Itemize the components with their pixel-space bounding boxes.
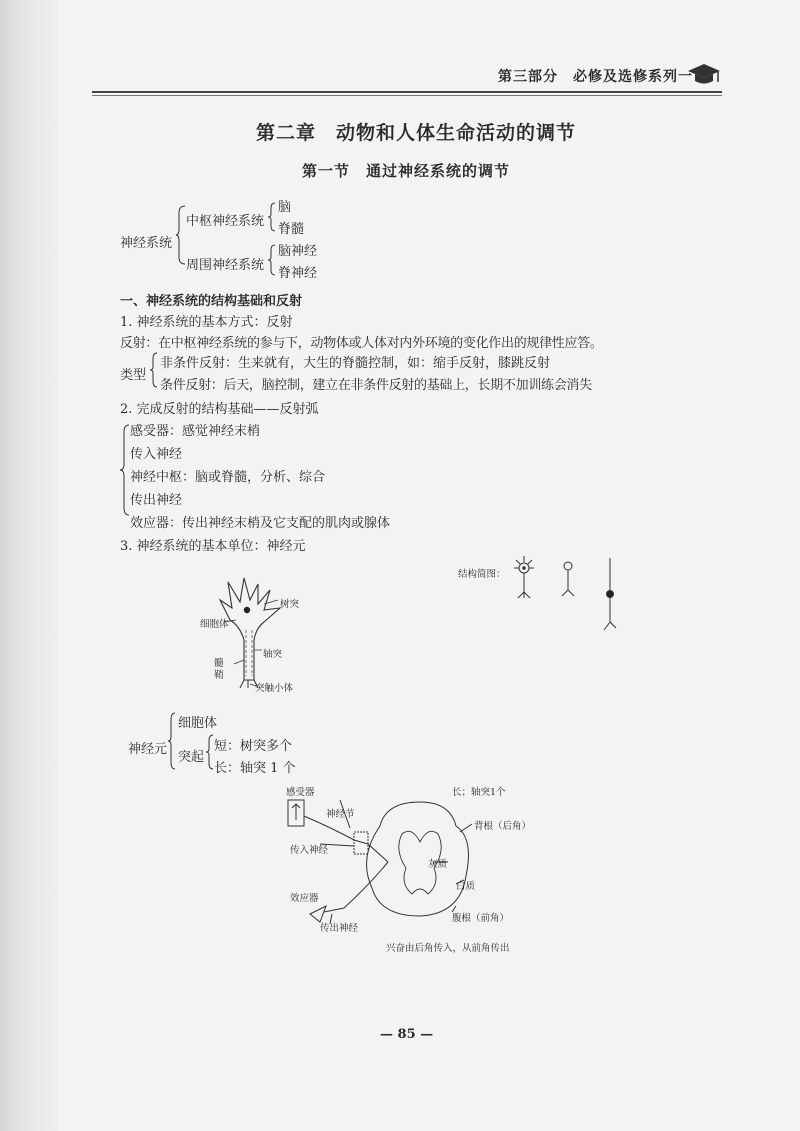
arc-label-ventral-root: 腹根（前角） (452, 913, 510, 924)
arc-label-ganglion: 神经节 (326, 809, 355, 820)
neuron-tree-brace (168, 712, 176, 770)
reflex-definition: 反射：在中枢神经系统的参与下，动物体或人体对内外环境的变化作出的规律性应答。 (120, 336, 603, 351)
graduation-cap-icon (686, 60, 722, 88)
arc-effector: 效应器：传出神经末梢及它支配的肌肉或腺体 (130, 516, 391, 531)
arc-label-receptor: 感受器 (286, 787, 315, 798)
neuron-tree-cell-body: 细胞体 (178, 716, 218, 731)
page-number: — 85 — (380, 1027, 434, 1042)
part-header: 第三部分 必修及选修系列一 (498, 69, 693, 85)
section-title: 第一节 通过神经系统的调节 (302, 162, 511, 180)
arc-label-white-matter: 白质 (456, 881, 476, 892)
part1-heading: 一、神经系统的结构基础和反射 (120, 294, 303, 309)
reflex-arc-brace (120, 424, 130, 516)
central-item-spinal-cord: 脊髓 (278, 222, 305, 237)
chapter-title: 第二章 动物和人体生命活动的调节 (256, 122, 577, 144)
central-brace (268, 202, 276, 232)
neuron-tree-root: 神经元 (128, 742, 168, 757)
part1-item2: 2. 完成反射的结构基础——反射弧 (120, 402, 319, 417)
neuron-tree-process: 突起 (178, 750, 205, 765)
process-brace (206, 734, 214, 770)
overview-peripheral: 周围神经系统 (186, 258, 265, 273)
arc-figure-caption: 兴奋由后角传入，从前角传出 (386, 943, 510, 954)
arc-label-effector: 效应器 (290, 893, 319, 904)
arc-center: 神经中枢：脑或脊髓，分析、综合 (130, 470, 326, 485)
overview-brace (176, 205, 186, 265)
types-brace (150, 352, 158, 388)
part1-item1: 1. 神经系统的基本方式：反射 (120, 315, 293, 330)
arc-label-gray-matter: 灰质 (428, 859, 448, 870)
process-long: 长：轴突 1 个 (214, 761, 296, 776)
label-dendrite: 树突 (280, 599, 300, 610)
reflex-type-unconditioned: 非条件反射：生来就有，大生的脊髓控制，如：缩手反射，膝跳反射 (160, 356, 551, 371)
page-binding-shadow (0, 0, 58, 1131)
label-myelin: 髓鞘 (214, 658, 224, 681)
part1-item3: 3. 神经系统的基本单位：神经元 (120, 539, 306, 554)
label-axon: 轴突 (263, 649, 283, 660)
arc-efferent: 传出神经 (130, 493, 183, 508)
spinal-cord-reflex-diagram (280, 788, 560, 938)
simple-diagram-label: 结构简图： (458, 569, 506, 580)
arc-label-afferent: 传入神经 (290, 845, 329, 856)
arc-label-efferent: 传出神经 (320, 923, 359, 934)
header-rule-thick (92, 91, 722, 93)
arc-afferent: 传入神经 (130, 447, 183, 462)
arc-label-long-axon: 长；轴突1个 (452, 787, 506, 798)
reflex-type-conditioned: 条件反射：后天，脑控制，建立在非条件反射的基础上，长期不加训练会消失 (160, 378, 592, 393)
peripheral-item-spinal: 脊神经 (278, 266, 318, 281)
peripheral-brace (268, 244, 276, 276)
peripheral-item-cranial: 脑神经 (278, 244, 318, 259)
label-cell-body: 细胞体 (200, 619, 229, 630)
label-synapse: 突触小体 (255, 683, 294, 694)
process-short: 短：树突多个 (214, 739, 293, 754)
reflex-types-label: 类型 (120, 368, 147, 383)
simple-neuron-sketches (510, 552, 620, 632)
central-item-brain: 脑 (278, 200, 292, 215)
arc-label-dorsal-root: 背根（后角） (474, 821, 532, 832)
header-rule-thin (92, 95, 722, 96)
overview-root: 神经系统 (120, 236, 173, 251)
overview-central: 中枢神经系统 (186, 214, 265, 229)
arc-receptor: 感受器：感觉神经末梢 (130, 424, 261, 439)
